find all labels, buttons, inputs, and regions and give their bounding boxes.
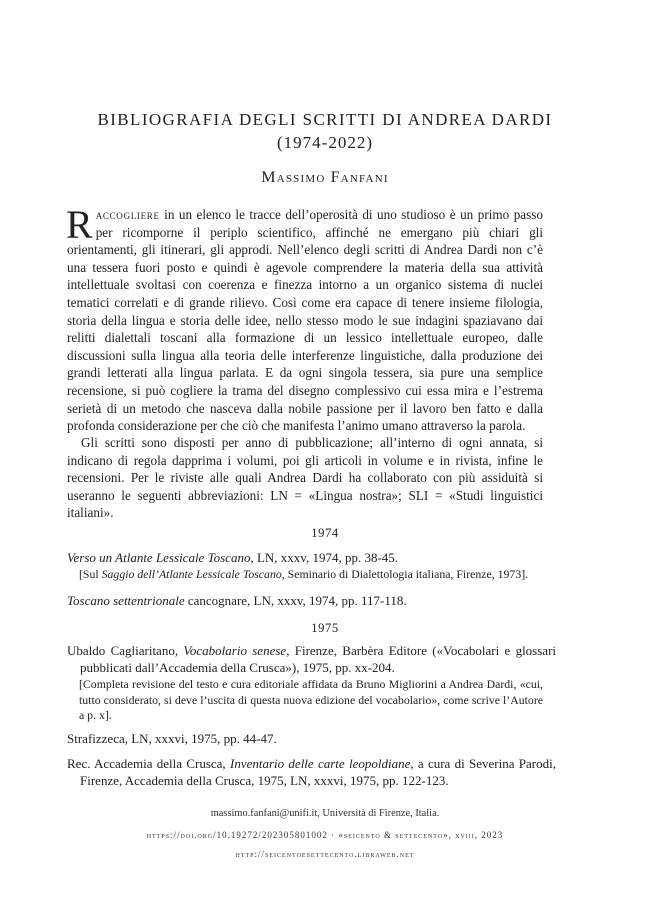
entry-title: Inventario delle carte leopoldiane [229,756,411,771]
entry-title: Verso un Atlante Lessicale Toscano [67,550,251,565]
bib-entry [67,549,556,566]
entry-note: [Completa revisione del testo e cura editoriale affidata da Bruno Migliorini a Andrea Dardi, «cui, tutto considerato, si deve l’uscita di questa nuova edizione del vocabolario», come scrive l’Autore a p. x]. [79,677,543,722]
entry-title: Vocabolario senese [183,643,287,658]
intro-p1-text: in un elenco le tracce dell’operosità di uno studioso è un primo passo per ricomporne il periplo scientifico, affinché ne emergano più chiari gli orientamenti, gli itinerari, gli approdi. Nell’elenco degli scritti di Andrea Dardi non c’è una tessera fuori posto e quindi è agevole comprendere la materia della sua attività intellettuale svoltasi con coerenza e finezza intorno a un organico sistema di nuclei tematici correlati e di grande rilievo. Così come era capace di tenere insieme filologia, storia della lingua e storia delle idee, nello stesso modo le sue indagini spaziavano dai relitti dialettali toscani alla formazione di un lessico intellettuale europeo, dalle discussioni sulla lingua alla teoria delle interferenze linguistiche, dalla produzione dei grandi letterati alla lingua parlata. E da ogni singola tessera, sia pure una semplice recensione, si può cogliere la trama del disegno complessivo cui essa mira e l’estrema serietà di un metodo che nasceva dalla nobile passione per il lavoro ben fatto e dalla profonda considerazione per che ciò che manifesta l’animo umano attraverso la parola. [67,207,543,434]
article-title: BIBLIOGRAFIA DEGLI SCRITTI DI ANDREA DARDI [97,110,553,129]
entry-details: , a cura di Severina Parodi, Firenze, Accademia della Crusca, 1975, LN, xxxvi, 1975, pp. 122-123. [80,756,556,788]
article-author: Massimo Fanfani [261,169,389,186]
entry-author: Rec. Accademia della Crusca, [67,756,230,771]
bib-entry [67,592,556,609]
entry-author: Ubaldo Cagliaritano, [67,643,184,658]
intro-paragraph-1 [66,202,543,435]
entry-details: cancognare, LN, xxxv, 1974, pp. 117-118. [184,593,407,608]
article-years: (1974-2022) [277,133,373,152]
intro-paragraph-2: Gli scritti sono disposti per anno di pubblicazione; all’interno di ogni annata, si indicano di regola dapprima i volumi, poi gli articoli in volume e in rivista, infine le recensioni. Per le riviste alle quali Andrea Dardi ha collaborato con più assiduità si useranno le seguenti abbreviazioni: LN = «Lingua nostra»; SLI = «Studi linguistici italiani». [67,435,543,521]
dropcap: R [66,202,93,247]
bib-entry [67,755,556,789]
footer-doi: https://doi.org/10.19272/202305801002 · «seicento & settecento», xviii, 2023 [146,830,504,840]
entry-note [79,567,543,583]
footer-email: massimo.fanfani@unifi.it, Università di Firenze, Italia. [210,808,440,819]
entry-details: , LN, xxxv, 1974, pp. 38-45. [250,550,399,565]
note-text: , Seminario di Dialettologia italiana, Firenze, 1973]. [281,567,529,581]
entry-details: , Firenze, Barbèra Editore («Vocabolari e glossari pubblicati dall’Accademia della Crusca»), 1975, pp. xx-204. [80,643,557,675]
year-heading-1975: 1975 [311,621,339,635]
lead-word: accogliere [95,207,160,222]
year-heading-1974: 1974 [311,526,339,540]
note-title: Saggio dell’Atlante Lessicale Toscano [101,567,282,581]
note-text: [Sul [79,567,102,581]
footer-url: http://seicentoesettecento.libraweb.net [235,849,415,859]
bib-entry: Strafizzeca, LN, xxxvi, 1975, pp. 44-47. [67,731,277,746]
entry-title: Toscano settentrionale [67,593,185,608]
bib-entry [67,642,556,676]
